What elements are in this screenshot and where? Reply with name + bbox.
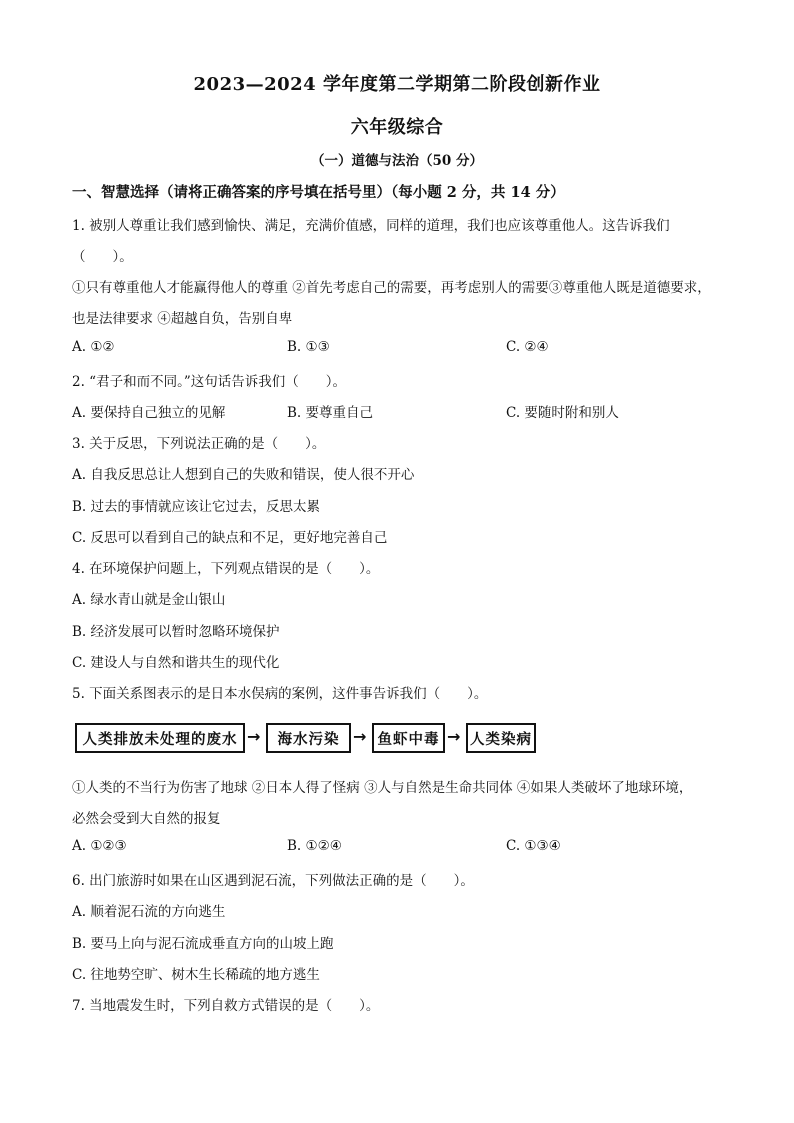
question-2-option-a: A. 要保持自己独立的见解 bbox=[72, 405, 226, 421]
question-4-option-b: B. 经济发展可以暂时忽略环境保护 bbox=[72, 624, 280, 640]
flow-box-wastewater: 人类排放未处理的废水 bbox=[75, 723, 245, 753]
question-5-option-c: C. ①③④ bbox=[506, 838, 561, 854]
question-6-option-c: C. 往地势空旷、树木生长稀疏的地方逃生 bbox=[72, 967, 320, 983]
question-1-options bbox=[72, 339, 732, 359]
question-1-option-a: A. ①② bbox=[72, 339, 115, 355]
question-4-option-c: C. 建设人与自然和谐共生的现代化 bbox=[72, 655, 280, 671]
question-3-stem: 3. 关于反思，下列说法正确的是（ ）。 bbox=[72, 436, 326, 452]
flow-box-sea-pollution: 海水污染 bbox=[266, 723, 351, 753]
question-1-stem-cont: （ ）。 bbox=[72, 249, 133, 265]
question-1-info-cont: 也是法律要求 ④超越自负，告别自卑 bbox=[72, 311, 293, 327]
flow-box-human-disease: 人类染病 bbox=[466, 723, 536, 753]
question-5-option-a: A. ①②③ bbox=[72, 838, 127, 854]
question-5-info-cont: 必然会受到大自然的报复 bbox=[72, 811, 221, 827]
question-2-options bbox=[72, 401, 732, 421]
flow-arrow-icon: → bbox=[447, 727, 461, 746]
grade-title: 六年级综合 bbox=[350, 117, 444, 138]
question-2-option-c: C. 要随时附和别人 bbox=[506, 405, 619, 421]
question-5-info: ①人类的不当行为伤害了地球 ②日本人得了怪病 ③人与自然是生命共同体 ④如果人类破坏了地球环境， bbox=[72, 780, 693, 796]
question-3-option-a: A. 自我反思总让人想到自己的失败和错误，使人很不开心 bbox=[72, 467, 415, 483]
flow-arrow-icon: → bbox=[247, 727, 261, 746]
question-1-option-c: C. ②④ bbox=[506, 339, 549, 355]
question-3-option-c: C. 反思可以看到自己的缺点和不足，更好地完善自己 bbox=[72, 530, 388, 546]
document-title: 2023—2024 学年度第二学期第二阶段创新作业 bbox=[193, 74, 601, 95]
part-title: （一）道德与法治（50 分） bbox=[311, 153, 483, 169]
question-6-option-b: B. 要马上向与泥石流成垂直方向的山坡上跑 bbox=[72, 936, 334, 952]
section-heading: 一、智慧选择（请将正确答案的序号填在括号里）（每小题 2 分，共 14 分） bbox=[72, 184, 565, 201]
question-6-stem: 6. 出门旅游时如果在山区遇到泥石流，下列做法正确的是（ ）。 bbox=[72, 873, 474, 889]
flow-arrow-icon: → bbox=[353, 727, 367, 746]
question-5-options bbox=[72, 838, 732, 858]
question-3-option-b: B. 过去的事情就应该让它过去，反思太累 bbox=[72, 499, 321, 515]
question-2-option-b: B. 要尊重自己 bbox=[287, 405, 374, 421]
question-1-option-b: B. ①③ bbox=[287, 339, 330, 355]
question-4-stem: 4. 在环境保护问题上，下列观点错误的是（ ）。 bbox=[72, 561, 380, 577]
question-7-stem: 7. 当地震发生时，下列自救方式错误的是（ ）。 bbox=[72, 998, 380, 1014]
flow-box-fish-poisoning: 鱼虾中毒 bbox=[372, 723, 445, 753]
question-5-stem: 5. 下面关系图表示的是日本水俣病的案例，这件事告诉我们（ ）。 bbox=[72, 686, 488, 702]
relationship-flow-diagram bbox=[75, 723, 532, 757]
question-1-info: ①只有尊重他人才能赢得他人的尊重 ②首先考虑自己的需要，再考虑别人的需要③尊重他人既是道德要求， bbox=[72, 280, 711, 296]
question-4-option-a: A. 绿水青山就是金山银山 bbox=[72, 592, 226, 608]
question-5-option-b: B. ①②④ bbox=[287, 838, 342, 854]
question-1-stem: 1. 被别人尊重让我们感到愉快、满足，充满价值感，同样的道理，我们也应该尊重他人。这告诉我们 bbox=[72, 218, 670, 234]
question-6-option-a: A. 顺着泥石流的方向逃生 bbox=[72, 904, 226, 920]
question-2-stem: 2. “君子和而不同。”这句话告诉我们（ ）。 bbox=[72, 374, 346, 390]
